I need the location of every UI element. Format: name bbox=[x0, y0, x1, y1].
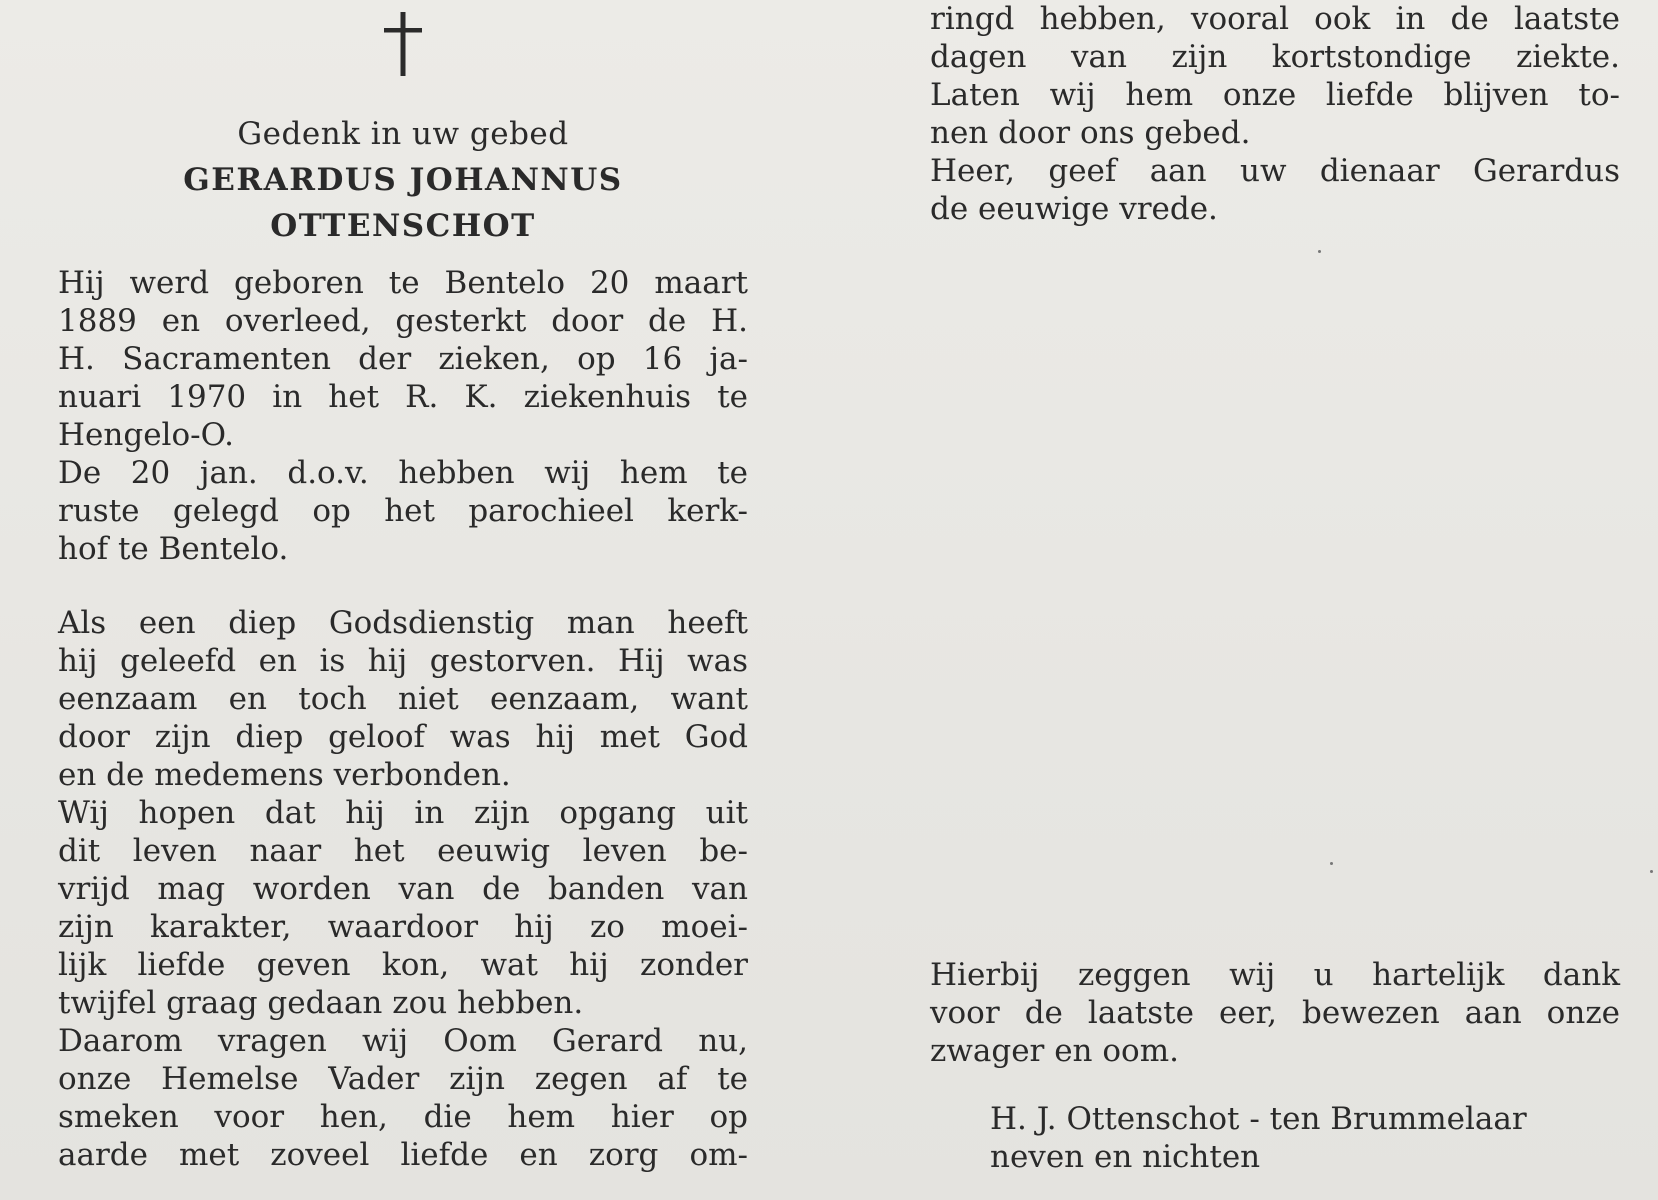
paper-speck bbox=[1330, 862, 1333, 865]
text-line: Laten wij hem onze liefde blijven to- bbox=[930, 77, 1620, 113]
text-line: dagen van zijn kortstondige ziekte. bbox=[930, 39, 1620, 75]
text-line: de eeuwige vrede. bbox=[930, 191, 1218, 227]
paper-speck bbox=[1318, 250, 1321, 253]
text-line: ringd hebben, vooral ook in de laatste bbox=[930, 1, 1620, 37]
text-line: 1889 en overleed, gesterkt door de H. bbox=[58, 303, 748, 339]
text-line: door zijn diep geloof was hij met God bbox=[58, 719, 748, 755]
text-line: Als een diep Godsdienstig man heeft bbox=[58, 605, 748, 641]
text-line: ruste gelegd op het parochieel kerk- bbox=[58, 493, 748, 529]
signer-relatives: neven en nichten bbox=[990, 1139, 1261, 1175]
deceased-name-first: GERARDUS JOHANNUS bbox=[183, 162, 623, 198]
text-line: zijn karakter, waardoor hij zo moei- bbox=[58, 909, 748, 945]
text-line: Hengelo-O. bbox=[58, 417, 235, 453]
thanks-line: zwager en oom. bbox=[930, 1033, 1179, 1069]
text-line: Heer, geef aan uw dienaar Gerardus bbox=[930, 153, 1620, 189]
text-line: hij geleefd en is hij gestorven. Hij was bbox=[58, 643, 748, 679]
gedenk-heading: Gedenk in uw gebed bbox=[237, 116, 569, 152]
text-line: en de medemens verbonden. bbox=[58, 757, 511, 793]
text-line: dit leven naar het eeuwig leven be- bbox=[58, 833, 748, 869]
text-line: twijfel graag gedaan zou hebben. bbox=[58, 985, 584, 1021]
cross-icon bbox=[381, 10, 425, 78]
text-line: eenzaam en toch niet eenzaam, want bbox=[58, 681, 748, 717]
text-line: Daarom vragen wij Oom Gerard nu, bbox=[58, 1023, 748, 1059]
text-line: De 20 jan. d.o.v. hebben wij hem te bbox=[58, 455, 748, 491]
text-line: lijk liefde geven kon, wat hij zonder bbox=[58, 947, 748, 983]
text-line: hof te Bentelo. bbox=[58, 531, 289, 567]
text-line: Hij werd geboren te Bentelo 20 maart bbox=[58, 265, 748, 301]
text-line: H. Sacramenten der zieken, op 16 ja- bbox=[58, 341, 748, 377]
deceased-name-last: OTTENSCHOT bbox=[270, 208, 536, 244]
signer-name: H. J. Ottenschot - ten Brummelaar bbox=[990, 1101, 1527, 1137]
text-line: Wij hopen dat hij in zijn opgang uit bbox=[58, 795, 748, 831]
thanks-line: voor de laatste eer, bewezen aan onze bbox=[930, 995, 1620, 1031]
text-line: vrijd mag worden van de banden van bbox=[58, 871, 748, 907]
text-line: nuari 1970 in het R. K. ziekenhuis te bbox=[58, 379, 748, 415]
text-line: smeken voor hen, die hem hier op bbox=[58, 1099, 748, 1135]
text-line: onze Hemelse Vader zijn zegen af te bbox=[58, 1061, 748, 1097]
text-line: aarde met zoveel liefde en zorg om- bbox=[58, 1137, 748, 1173]
text-line: nen door ons gebed. bbox=[930, 115, 1251, 151]
paper-speck bbox=[1650, 870, 1653, 873]
thanks-line: Hierbij zeggen wij u hartelijk dank bbox=[930, 957, 1620, 993]
